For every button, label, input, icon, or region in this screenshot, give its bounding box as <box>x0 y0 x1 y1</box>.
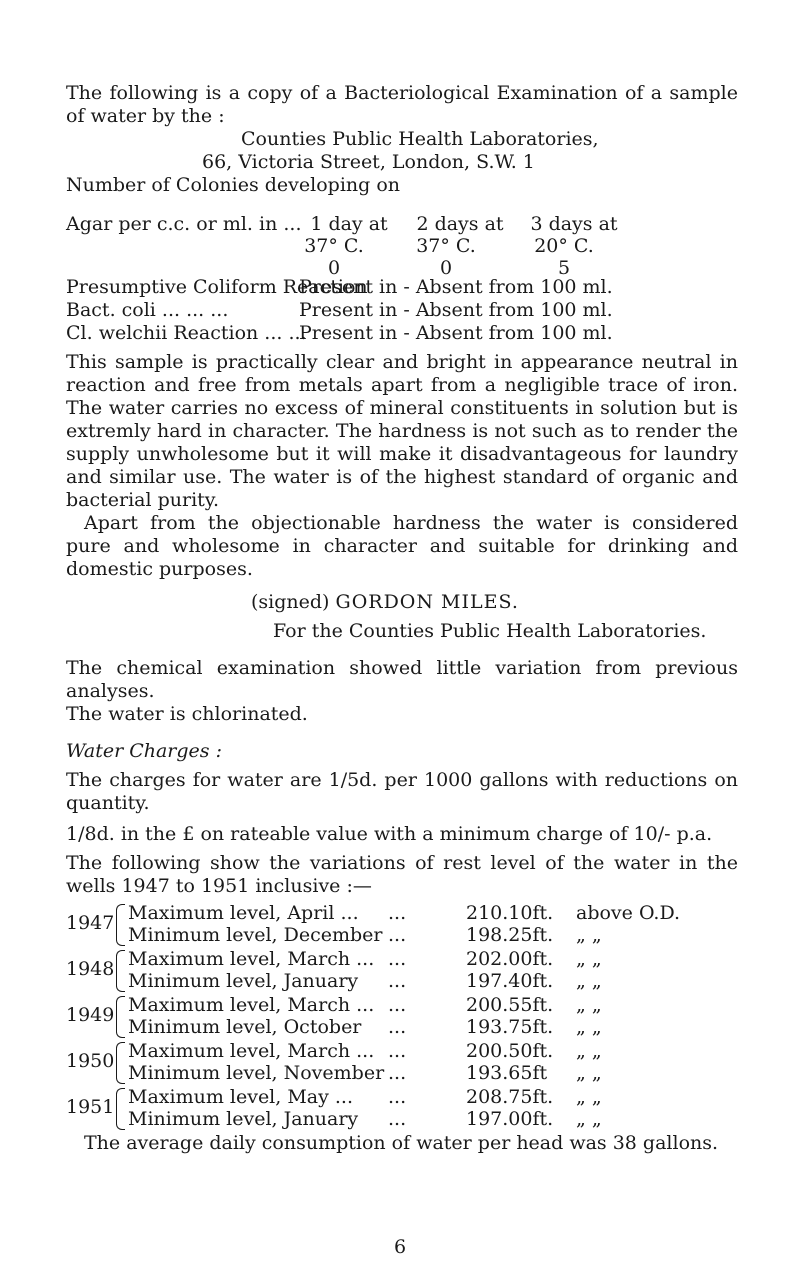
col-3-count: 5 <box>557 257 571 279</box>
consumption-text: The average daily consumption of water per head was 38 gallons. <box>84 1132 719 1154</box>
signature-affiliation: For the Counties Public Health Laboratories. <box>273 620 707 642</box>
level-row-1950: 1950 Maximum level, March ... Minimum level, November ... ... 200.50ft. 193.65ft „ „ „ „ <box>66 1040 602 1084</box>
levels-intro: The following show the variations of rest level of the water in the wells 1947 to 1951 inclusive :— <box>66 852 738 897</box>
signatory-name: GORDON MILES. <box>335 591 519 613</box>
col-1-count: 0 <box>327 257 341 279</box>
chemical-text: The chemical examination showed little variation from previous analyses. <box>66 657 738 702</box>
document-page <box>66 82 738 1155</box>
signature-line: (signed) GORDON MILES. <box>251 591 519 613</box>
colonies-heading: Number of Colonies developing on <box>66 174 401 196</box>
col-2-temp: 37° C. <box>416 235 476 257</box>
lab-name: Counties Public Health Laboratories, <box>241 128 599 150</box>
page-number: 6 <box>393 1236 407 1258</box>
col-1-temp: 37° C. <box>304 235 364 257</box>
charges-paragraph-1: The charges for water are 1/5d. per 1000 gallons with reductions on quantity. <box>66 769 738 814</box>
col-1-day: 1 day at <box>310 213 388 235</box>
intro-text: The following is a copy of a Bacteriological Examination of a sample of water by the : <box>66 82 738 127</box>
colonies-table: Agar per c.c. or ml. in ... 1 day at 37° C. 0 2 days at 37° C. 0 3 days at 20° C. 5 Presumptive Coliform Reaction Present in - Absent from 100 ml. Bact. coli ... ... ... Present in - Absent from 100 ml. Cl. welchii Reaction ... ... Present in - Absent from 100 ml. <box>66 213 738 325</box>
chlorinated-text: The water is chlorinated. <box>66 703 308 725</box>
col-2-count: 0 <box>439 257 453 279</box>
col-3-temp: 20° C. <box>534 235 594 257</box>
level-row-1951: 1951 Maximum level, May ... Minimum level, January ... ... 208.75ft. 197.00ft. „ „ „ „ <box>66 1086 602 1130</box>
level-row-1949: 1949 Maximum level, March ... Minimum level, October ... ... 200.55ft. 193.75ft. „ „ „ „ <box>66 994 602 1038</box>
level-row-1948: 1948 Maximum level, March ... Minimum level, January ... ... 202.00ft. 197.40ft. „ „ „ „ <box>66 948 602 992</box>
col-3-day: 3 days at <box>530 213 618 235</box>
charges-title: Water Charges : <box>66 740 222 762</box>
agar-label: Agar per c.c. or ml. in ... <box>66 213 302 235</box>
level-row-1947: 1947 Maximum level, April ... Minimum level, December ... ... 210.10ft. 198.25ft. above O.D. „ „ <box>66 902 681 946</box>
col-2-day: 2 days at <box>416 213 504 235</box>
lab-address: 66, Victoria Street, London, S.W. 1 <box>202 151 535 173</box>
report-paragraph-1: This sample is practically clear and bright in appearance neutral in reaction and free from metals apart from a negligible trace of iron. The water carries no excess of mineral constituents in solution but is extremly hard in character. The hardness is not such as to render the supply unwholesome but it will make it disadvantageous for laundry and similar use. The water is of the highest standard of organic and bacterial purity. <box>66 351 738 511</box>
rest-level-table <box>66 902 738 1132</box>
report-paragraph-2: Apart from the objectionable hardness the water is considered pure and wholesome in character and suitable for drinking and domestic purposes. <box>66 512 738 580</box>
charges-paragraph-2: 1/8d. in the £ on rateable value with a minimum charge of 10/- p.a. <box>66 823 713 845</box>
